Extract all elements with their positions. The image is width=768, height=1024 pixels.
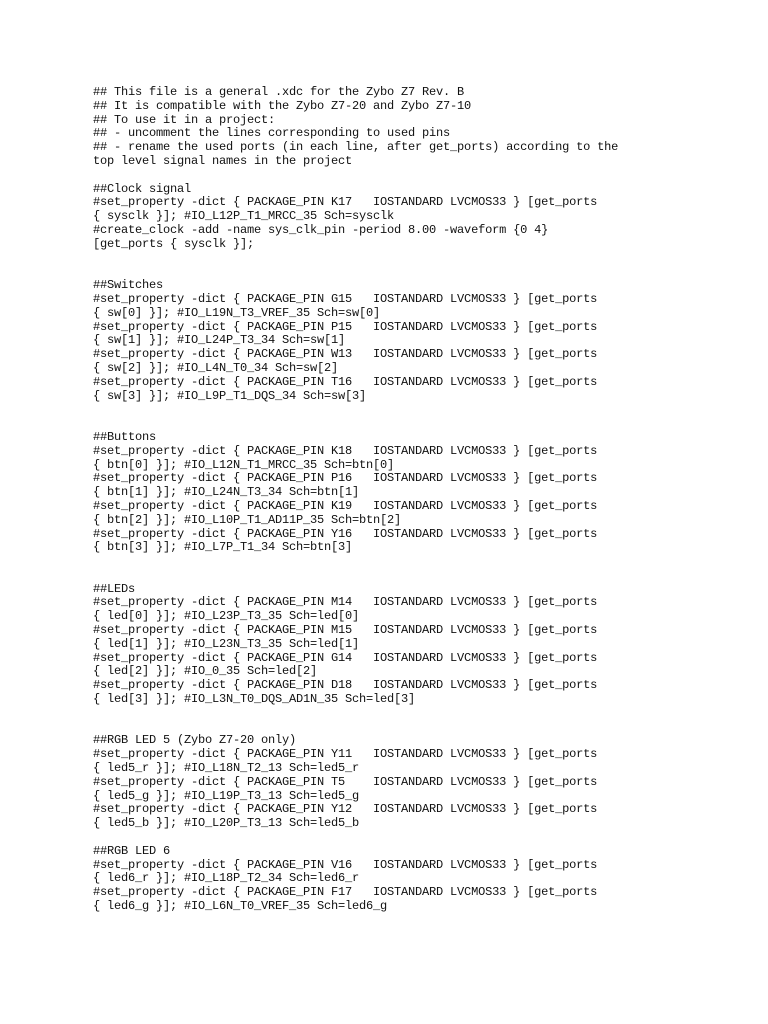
- document-line: #set_property -dict { PACKAGE_PIN P15 IOSTANDARD LVCMOS33 } [get_ports: [93, 319, 598, 334]
- document-line: #set_property -dict { PACKAGE_PIN G15 IOSTANDARD LVCMOS33 } [get_ports: [93, 291, 598, 306]
- document-line: #set_property -dict { PACKAGE_PIN W13 IOSTANDARD LVCMOS33 } [get_ports: [93, 347, 598, 362]
- document-line: ##Clock signal: [93, 181, 192, 196]
- document-line: { led5_r }]; #IO_L18N_T2_13 Sch=led5_r: [93, 761, 360, 776]
- document-line: { led6_g }]; #IO_L6N_T0_VREF_35 Sch=led6_g: [93, 899, 388, 914]
- document-line: { btn[2] }]; #IO_L10P_T1_AD11P_35 Sch=btn[2]: [93, 512, 402, 527]
- document-line: [93, 721, 693, 735]
- document-line: [93, 569, 693, 583]
- document-line: #set_property -dict { PACKAGE_PIN G14 IOSTANDARD LVCMOS33 } [get_ports: [93, 650, 598, 665]
- document-line: ##RGB LED 6: [93, 843, 171, 858]
- document-line: [93, 403, 693, 417]
- document-line: #set_property -dict { PACKAGE_PIN P16 IOSTANDARD LVCMOS33 } [get_ports: [93, 471, 598, 486]
- document-line: [93, 417, 693, 431]
- document-line: top level signal names in the project: [93, 153, 353, 168]
- document-line: ##Switches: [93, 278, 164, 293]
- document-line: [93, 265, 693, 279]
- document-line: [93, 252, 693, 266]
- document-line: ##RGB LED 5 (Zybo Z7-20 only): [93, 733, 297, 748]
- document-line: { btn[1] }]; #IO_L24N_T3_34 Sch=btn[1]: [93, 485, 360, 500]
- document-line: #set_property -dict { PACKAGE_PIN T5 IOSTANDARD LVCMOS33 } [get_ports: [93, 774, 598, 789]
- document-line: #set_property -dict { PACKAGE_PIN M15 IOSTANDARD LVCMOS33 } [get_ports: [93, 623, 598, 638]
- document-line: { led5_b }]; #IO_L20P_T3_13 Sch=led5_b: [93, 816, 360, 831]
- document-line: #set_property -dict { PACKAGE_PIN M14 IOSTANDARD LVCMOS33 } [get_ports: [93, 595, 598, 610]
- document-line: [93, 707, 693, 721]
- document-line: #set_property -dict { PACKAGE_PIN V16 IOSTANDARD LVCMOS33 } [get_ports: [93, 857, 598, 872]
- document-line: { led[0] }]; #IO_L23P_T3_35 Sch=led[0]: [93, 609, 360, 624]
- document-line: { sw[2] }]; #IO_L4N_T0_34 Sch=sw[2]: [93, 360, 339, 375]
- document-line: { sw[0] }]; #IO_L19N_T3_VREF_35 Sch=sw[0]: [93, 305, 381, 320]
- document-line: [93, 831, 693, 845]
- document-line: { btn[0] }]; #IO_L12N_T1_MRCC_35 Sch=btn[0]: [93, 457, 395, 472]
- document-line: #set_property -dict { PACKAGE_PIN K19 IOSTANDARD LVCMOS33 } [get_ports: [93, 498, 598, 513]
- document-line: ## This file is a general .xdc for the Zybo Z7 Rev. B: [93, 85, 465, 99]
- document-line: ## To use it in a project:: [93, 112, 276, 127]
- document-line: #set_property -dict { PACKAGE_PIN F17 IOSTANDARD LVCMOS33 } [get_ports: [93, 885, 598, 900]
- document-line: ## - uncomment the lines corresponding to used pins: [93, 126, 451, 141]
- document-line: #set_property -dict { PACKAGE_PIN T16 IOSTANDARD LVCMOS33 } [get_ports: [93, 374, 598, 389]
- document-line: { led5_g }]; #IO_L19P_T3_13 Sch=led5_g: [93, 788, 360, 803]
- document-line: ## - rename the used ports (in each line, after get_ports) according to the: [93, 140, 619, 155]
- document-line: { btn[3] }]; #IO_L7P_T1_34 Sch=btn[3]: [93, 540, 353, 555]
- document-line: { led[1] }]; #IO_L23N_T3_35 Sch=led[1]: [93, 636, 360, 651]
- document-line: [93, 555, 693, 569]
- document-line: #set_property -dict { PACKAGE_PIN K18 IOSTANDARD LVCMOS33 } [get_ports: [93, 443, 598, 458]
- document-line: { led[3] }]; #IO_L3N_T0_DQS_AD1N_35 Sch=led[3]: [93, 692, 416, 707]
- document-line: { sw[1] }]; #IO_L24P_T3_34 Sch=sw[1]: [93, 333, 346, 348]
- document-line: #set_property -dict { PACKAGE_PIN Y11 IOSTANDARD LVCMOS33 } [get_ports: [93, 747, 598, 762]
- document-text: [93, 86, 693, 914]
- document-line: ##LEDs: [93, 581, 136, 596]
- document-line: #set_property -dict { PACKAGE_PIN Y16 IOSTANDARD LVCMOS33 } [get_ports: [93, 526, 598, 541]
- document-line: { led[2] }]; #IO_0_35 Sch=led[2]: [93, 664, 318, 679]
- document-line: #set_property -dict { PACKAGE_PIN Y12 IOSTANDARD LVCMOS33 } [get_ports: [93, 802, 598, 817]
- document-line: ##Buttons: [93, 429, 157, 444]
- document-line: #set_property -dict { PACKAGE_PIN D18 IOSTANDARD LVCMOS33 } [get_ports: [93, 678, 598, 693]
- document-line: #create_clock -add -name sys_clk_pin -period 8.00 -waveform {0 4}: [93, 222, 549, 237]
- document-line: ## It is compatible with the Zybo Z7-20 and Zybo Z7-10: [93, 98, 472, 113]
- document-line: { sysclk }]; #IO_L12P_T1_MRCC_35 Sch=sysclk: [93, 209, 395, 224]
- document-line: { led6_r }]; #IO_L18P_T2_34 Sch=led6_r: [93, 871, 360, 886]
- document-line: [get_ports { sysclk }];: [93, 236, 255, 251]
- document-line: #set_property -dict { PACKAGE_PIN K17 IOSTANDARD LVCMOS33 } [get_ports: [93, 195, 598, 210]
- document-line: { sw[3] }]; #IO_L9P_T1_DQS_34 Sch=sw[3]: [93, 388, 367, 403]
- document-line: [93, 169, 693, 183]
